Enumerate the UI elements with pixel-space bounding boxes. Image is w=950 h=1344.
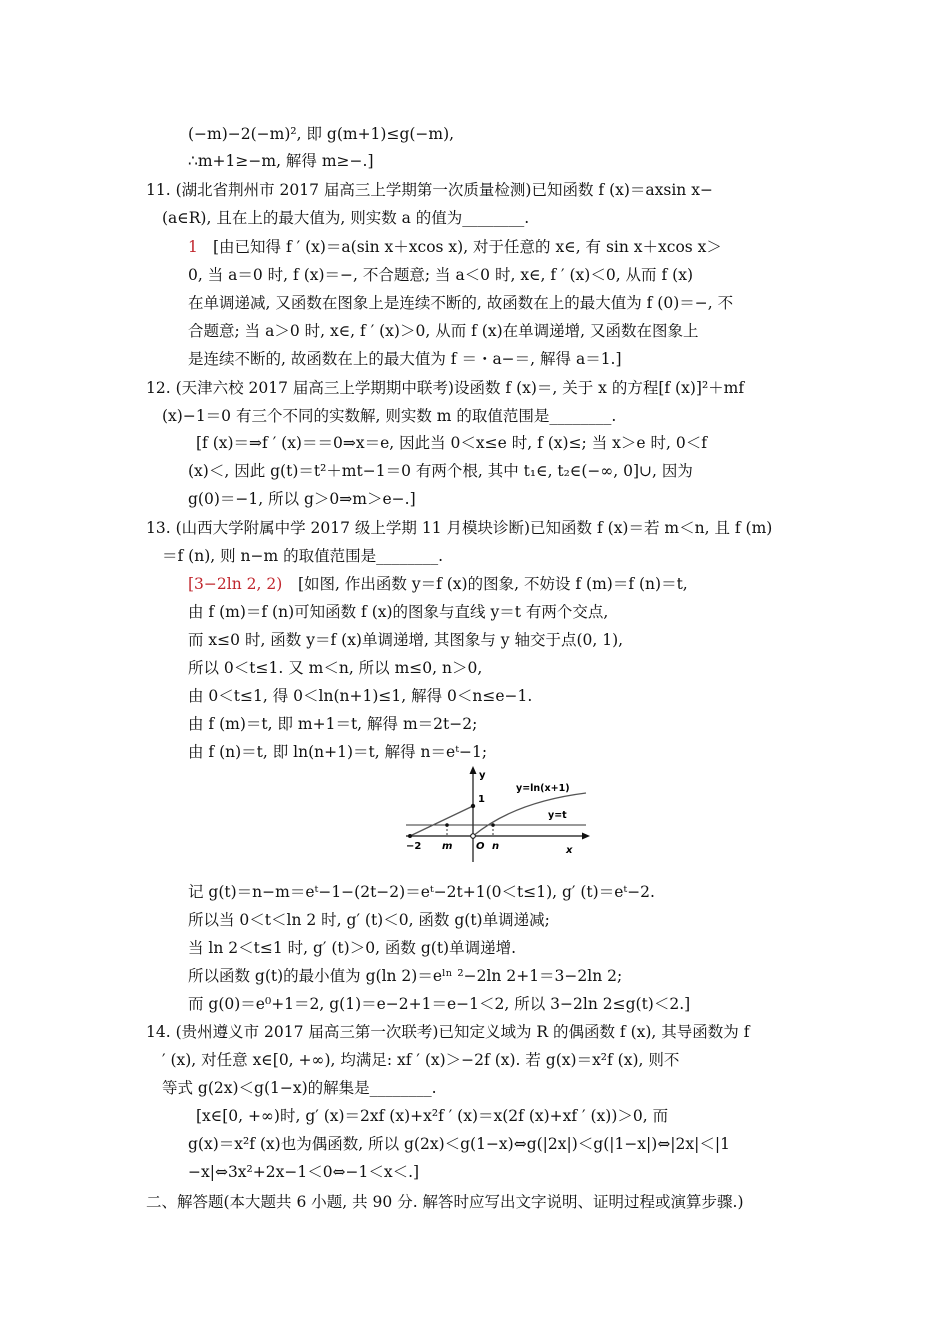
text-line: 记 g(t)＝n−m＝eᵗ−1−(2t−2)＝eᵗ−2t+1(0＜t≤1), g′ (t)＝eᵗ−2. <box>188 883 655 901</box>
text-line: (x)−1＝0 有三个不同的实数解, 则实数 m 的取值范围是________. <box>162 407 617 425</box>
answer-13: [3−2ln 2, 2) <box>188 575 283 593</box>
text-line: ∴m+1≥−m, 解得 m≥−.] <box>188 152 374 170</box>
text-line: [如图, 作出函数 y＝f (x)的图象, 不妨设 f (m)＝f (n)＝t, <box>298 575 688 593</box>
text-line: 合题意; 当 a＞0 时, x∈, f ′ (x)＞0, 从而 f (x)在单调递增, 又函数在图象上 <box>188 322 699 340</box>
text-line: [由已知得 f ′ (x)＝a(sin x＋xcos x), 对于任意的 x∈, 有 sin x＋xcos x＞ <box>213 238 722 256</box>
problem-14-stem: 14. (贵州遵义市 2017 届高三第一次联考)已知定义域为 R 的偶函数 f (x), 其导函数为 f <box>146 1023 750 1041</box>
label-origin: O <box>476 841 485 852</box>
text-line: 而 g(0)＝e⁰+1＝2, g(1)＝e−2+1＝e−1＜2, 所以 3−2ln 2≤g(t)＜2.] <box>188 995 691 1013</box>
problem-13-stem: 13. (山西大学附属中学 2017 级上学期 11 月模块诊断)已知函数 f (x)＝若 m＜n, 且 f (m) <box>146 519 773 537</box>
text-line: 在单调递减, 又函数在图象上是连续不断的, 故函数在上的最大值为 f (0)＝−, 不 <box>188 294 734 312</box>
text-line: 所以当 0＜t＜ln 2 时, g′ (t)＜0, 函数 g(t)单调递减; <box>188 911 550 929</box>
text-line: 所以函数 g(t)的最小值为 g(ln 2)＝eˡⁿ ²−2ln 2+1＝3−2ln 2; <box>188 967 623 985</box>
point-neg2 <box>408 834 412 838</box>
text-line: 0, 当 a＝0 时, f (x)＝−, 不合题意; 当 a＜0 时, x∈, f ′ (x)＜0, 从而 f (x) <box>188 266 693 284</box>
text-line: 当 ln 2＜t≤1 时, g′ (t)＞0, 函数 g(t)单调递增. <box>188 939 517 957</box>
curve-ln <box>473 793 586 836</box>
problem-11-stem: 11. (湖北省荆州市 2017 届高三上学期第一次质量检测)已知函数 f (x)＝axsin x− <box>146 181 713 199</box>
text-line: g(0)＝−1, 所以 g＞0⇒m＞e−.] <box>188 490 416 508</box>
point-n <box>491 823 495 827</box>
section-heading: 二、解答题(本大题共 6 小题, 共 90 分. 解答时应写出文字说明、证明过程或演算步骤.) <box>146 1193 744 1211</box>
label-m: m <box>442 841 453 852</box>
label-y: y <box>479 770 486 781</box>
text-line: 而 x≤0 时, 函数 y＝f (x)单调递增, 其图象与 y 轴交于点(0, 1), <box>188 631 624 649</box>
text-line: [x∈[0, +∞)时, g′ (x)＝2xf (x)+x²f ′ (x)＝x(2f (x)+xf ′ (x))＞0, 而 <box>196 1107 669 1125</box>
text-line: 由 f (m)＝t, 即 m+1＝t, 解得 m＝2t−2; <box>188 715 478 733</box>
function-graph <box>404 764 594 864</box>
label-one: 1 <box>478 794 485 805</box>
label-n: n <box>492 841 500 852</box>
text-line: [f (x)＝⇒f ′ (x)＝＝0⇒x＝e, 因此当 0＜x≤e 时, f (x)≤; 当 x＞e 时, 0＜f <box>196 434 707 452</box>
segment-x-plus-1 <box>410 806 473 836</box>
text-line: 由 0＜t≤1, 得 0＜ln(n+1)≤1, 解得 0＜n≤e−1. <box>188 687 533 705</box>
label-curve: y=ln(x+1) <box>516 783 570 794</box>
problem-12-stem: 12. (天津六校 2017 届高三上学期期中联考)设函数 f (x)＝, 关于 x 的方程[f (x)]²＋mf <box>146 379 745 397</box>
text-line: 等式 g(2x)＜g(1−x)的解集是________. <box>162 1079 437 1097</box>
origin-open-point <box>471 834 476 839</box>
text-line: (a∈R), 且在上的最大值为, 则实数 a 的值为________. <box>162 209 530 227</box>
text-line: (−m)−2(−m)², 即 g(m+1)≤g(−m), <box>188 125 455 143</box>
text-line: (x)＜, 因此 g(t)＝t²＋mt−1＝0 有两个根, 其中 t₁∈, t₂∈(−∞, 0]∪, 因为 <box>188 462 693 480</box>
label-x: x <box>566 845 573 856</box>
x-axis-arrow-icon <box>582 833 590 840</box>
text-line: 由 f (m)＝f (n)可知函数 f (x)的图象与直线 y＝t 有两个交点, <box>188 603 609 621</box>
text-line: 所以 0＜t≤1. 又 m＜n, 所以 m≤0, n＞0, <box>188 659 483 677</box>
text-line: −x|⇔3x²+2x−1＜0⇔−1＜x＜.] <box>188 1163 420 1181</box>
label-neg2: −2 <box>406 841 422 852</box>
y-axis-arrow-icon <box>470 766 477 774</box>
label-line: y=t <box>548 810 567 821</box>
point-0-1 <box>471 804 475 808</box>
text-line: ′ (x), 对任意 x∈[0, +∞), 均满足: xf ′ (x)＞−2f (x). 若 g(x)＝x²f (x), 则不 <box>162 1051 680 1069</box>
point-m <box>445 823 449 827</box>
text-line: ＝f (n), 则 n−m 的取值范围是________. <box>162 547 444 565</box>
answer-11: 1 <box>188 238 198 256</box>
text-line: 是连续不断的, 故函数在上的最大值为 f ＝・a−＝, 解得 a＝1.] <box>188 350 622 368</box>
text-line: g(x)＝x²f (x)也为偶函数, 所以 g(2x)＜g(1−x)⇔g(|2x|)＜g(|1−x|)⇔|2x|＜|1 <box>188 1135 730 1153</box>
text-line: 由 f (n)＝t, 即 ln(n+1)＝t, 解得 n＝eᵗ−1; <box>188 743 488 761</box>
